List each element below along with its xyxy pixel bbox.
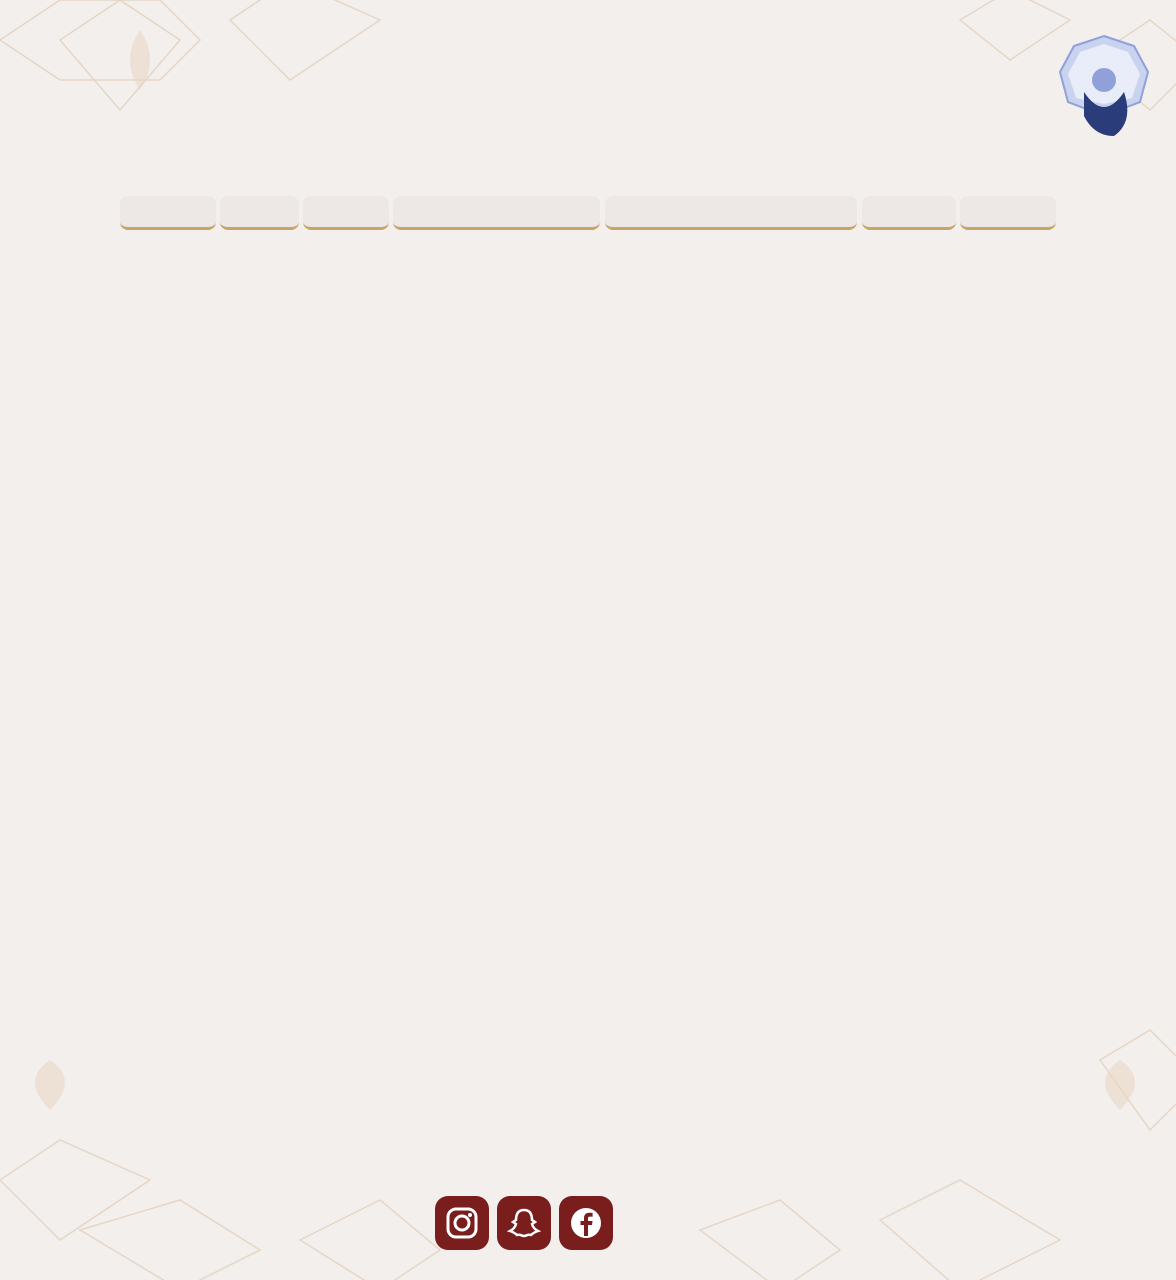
bshaer-logo — [1054, 32, 1154, 160]
column-header-category — [120, 196, 216, 230]
instagram-icon[interactable] — [435, 1196, 489, 1250]
column-header-attendance — [303, 196, 389, 230]
header — [0, 0, 1176, 190]
snapchat-icon[interactable] — [497, 1196, 551, 1250]
column-header-place — [960, 196, 1056, 230]
facebook-icon[interactable] — [559, 1196, 613, 1250]
column-header-majlis — [605, 196, 857, 230]
column-header-speaker — [393, 196, 600, 230]
column-header-time — [862, 196, 956, 230]
column-header-broadcast — [220, 196, 299, 230]
footer — [435, 1196, 815, 1252]
